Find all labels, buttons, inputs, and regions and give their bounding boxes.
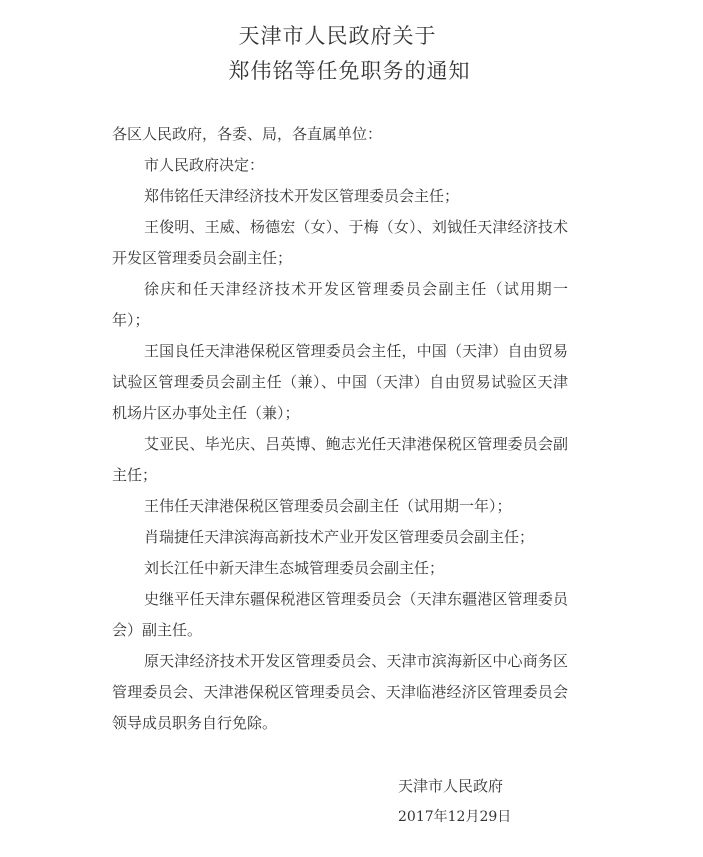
paragraph-decision-intro: 市人民政府决定： bbox=[144, 156, 265, 174]
issuer-signature: 天津市人民政府 bbox=[398, 777, 504, 795]
document-title-line-1: 天津市人民政府关于 bbox=[238, 24, 437, 48]
paragraph-appointment: 王国良任天津港保税区管理委员会主任，中国（天津）自由贸易试验区管理委员会副主任（兼）、中国（天津）自由贸易试验区天津机场片区办事处主任（兼）； bbox=[112, 342, 568, 422]
paragraph-dismissal: 原天津经济技术开发区管理委员会、天津市滨海新区中心商务区管理委员会、天津港保税区管理委员会、天津临港经济区管理委员会领导成员职务自行免除。 bbox=[112, 652, 568, 732]
paragraph-appointment: 肖瑞捷任天津滨海高新技术产业开发区管理委员会副主任； bbox=[144, 528, 535, 546]
salutation: 各区人民政府，各委、局，各直属单位： bbox=[112, 125, 383, 143]
paragraph-appointment: 艾亚民、毕光庆、吕英博、鲍志光任天津港保税区管理委员会副主任； bbox=[112, 435, 568, 484]
paragraph-appointment: 王俊明、王威、杨德宏（女）、于梅（女）、刘钺任天津经济技术开发区管理委员会副主任； bbox=[112, 218, 568, 267]
paragraph-appointment: 史继平任天津东疆保税港区管理委员会（天津东疆港区管理委员会）副主任。 bbox=[112, 590, 568, 639]
document-title-line-2: 郑伟铭等任免职务的通知 bbox=[228, 59, 471, 83]
issue-date: 2017年12月29日 bbox=[398, 809, 512, 825]
paragraph-appointment: 郑伟铭任天津经济技术开发区管理委员会主任； bbox=[144, 187, 460, 205]
paragraph-appointment: 刘长江任中新天津生态城管理委员会副主任； bbox=[144, 559, 445, 577]
paragraph-appointment: 徐庆和任天津经济技术开发区管理委员会副主任（试用期一年）； bbox=[112, 280, 568, 329]
paragraph-appointment: 王伟任天津港保税区管理委员会副主任（试用期一年）； bbox=[144, 497, 512, 515]
